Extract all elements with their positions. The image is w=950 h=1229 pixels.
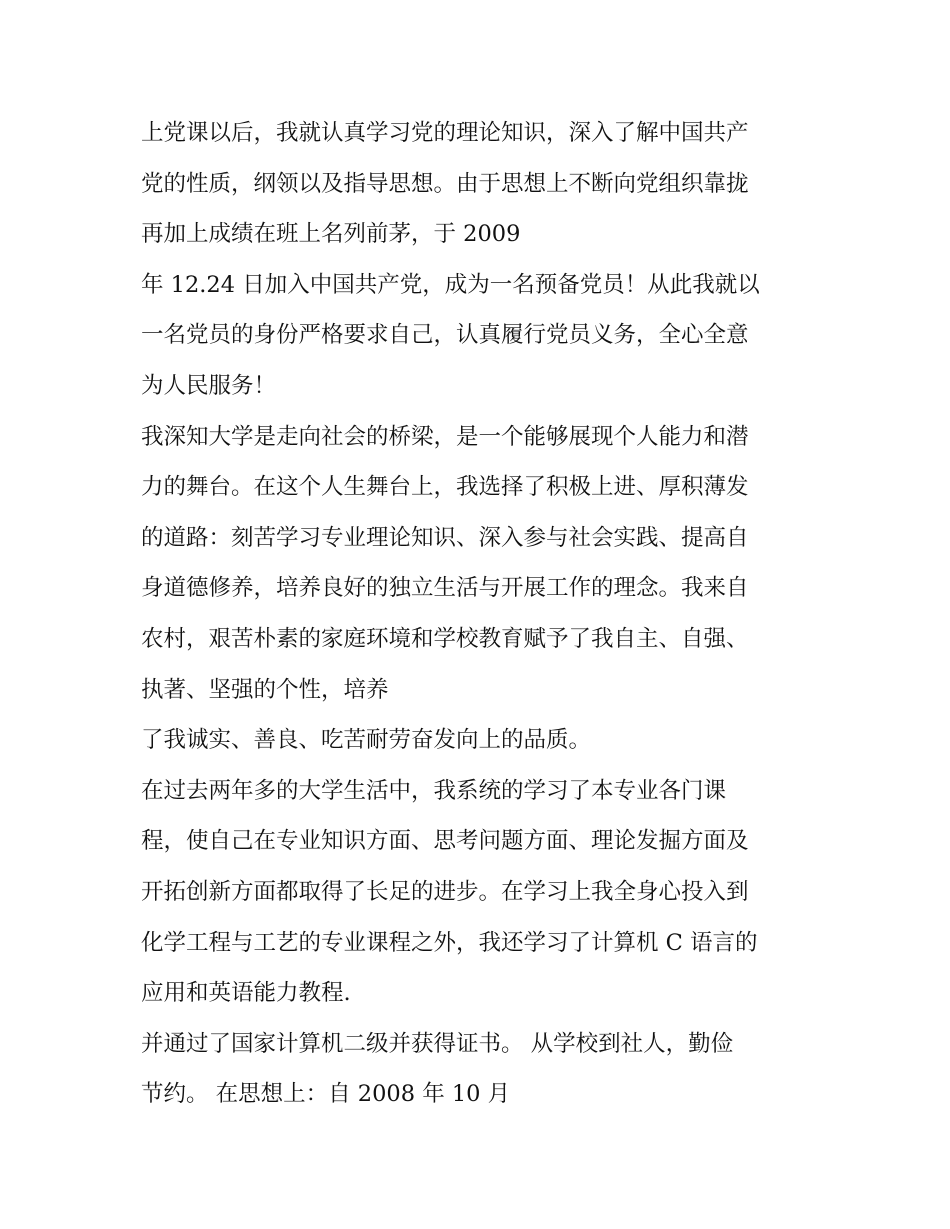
text-line: 再加上成绩在班上名列前茅，于 2009	[141, 221, 521, 248]
text-line: 化学工程与工艺的专业课程之外，我还学习了计算机 C 语言的	[141, 929, 758, 956]
text-line: 节约。 在思想上：自 2008 年 10 月	[141, 1081, 511, 1108]
text-line: 并通过了国家计算机二级并获得证书。 从学校到社人，勤俭	[141, 1030, 734, 1057]
body-text	[141, 108, 821, 1120]
text-line: 在过去两年多的大学生活中，我系统的学习了本专业各门课	[141, 777, 727, 804]
text-line: 应用和英语能力教程.	[141, 980, 351, 1007]
text-line: 上党课以后，我就认真学习党的理论知识，深入了解中国共产	[141, 120, 749, 146]
text-line: 程，使自己在专业知识方面、思考问题方面、理论发掘方面及	[141, 828, 749, 855]
text-line: 了我诚实、善良、吃苦耐劳奋发向上的品质。	[141, 727, 592, 754]
text-line: 执著、坚强的个性，培养	[141, 676, 389, 703]
text-line: 为人民服务！	[141, 372, 277, 399]
text-line: 年 12.24 日加入中国共产党，成为一名预备党员！从此我就以	[141, 271, 760, 298]
text-line: 一名党员的身份严格要求自己，认真履行党员义务，全心全意	[141, 322, 749, 349]
text-line: 力的舞台。在这个人生舞台上，我选择了积极上进、厚积薄发	[141, 474, 749, 501]
text-line: 我深知大学是走向社会的桥梁，是一个能够展现个人能力和潜	[141, 423, 749, 450]
text-line: 的道路：刻苦学习专业理论知识、深入参与社会实践、提高自	[141, 524, 749, 551]
text-line: 开拓创新方面都取得了长足的进步。在学习上我全身心投入到	[141, 878, 749, 905]
text-line: 身道德修养，培养良好的独立生活与开展工作的理念。我来自	[141, 575, 749, 602]
text-line: 党的性质，纲领以及指导思想。由于思想上不断向党组织靠拢	[141, 170, 749, 197]
text-line: 农村，艰苦朴素的家庭环境和学校教育赋予了我自主、自强、	[141, 625, 749, 652]
